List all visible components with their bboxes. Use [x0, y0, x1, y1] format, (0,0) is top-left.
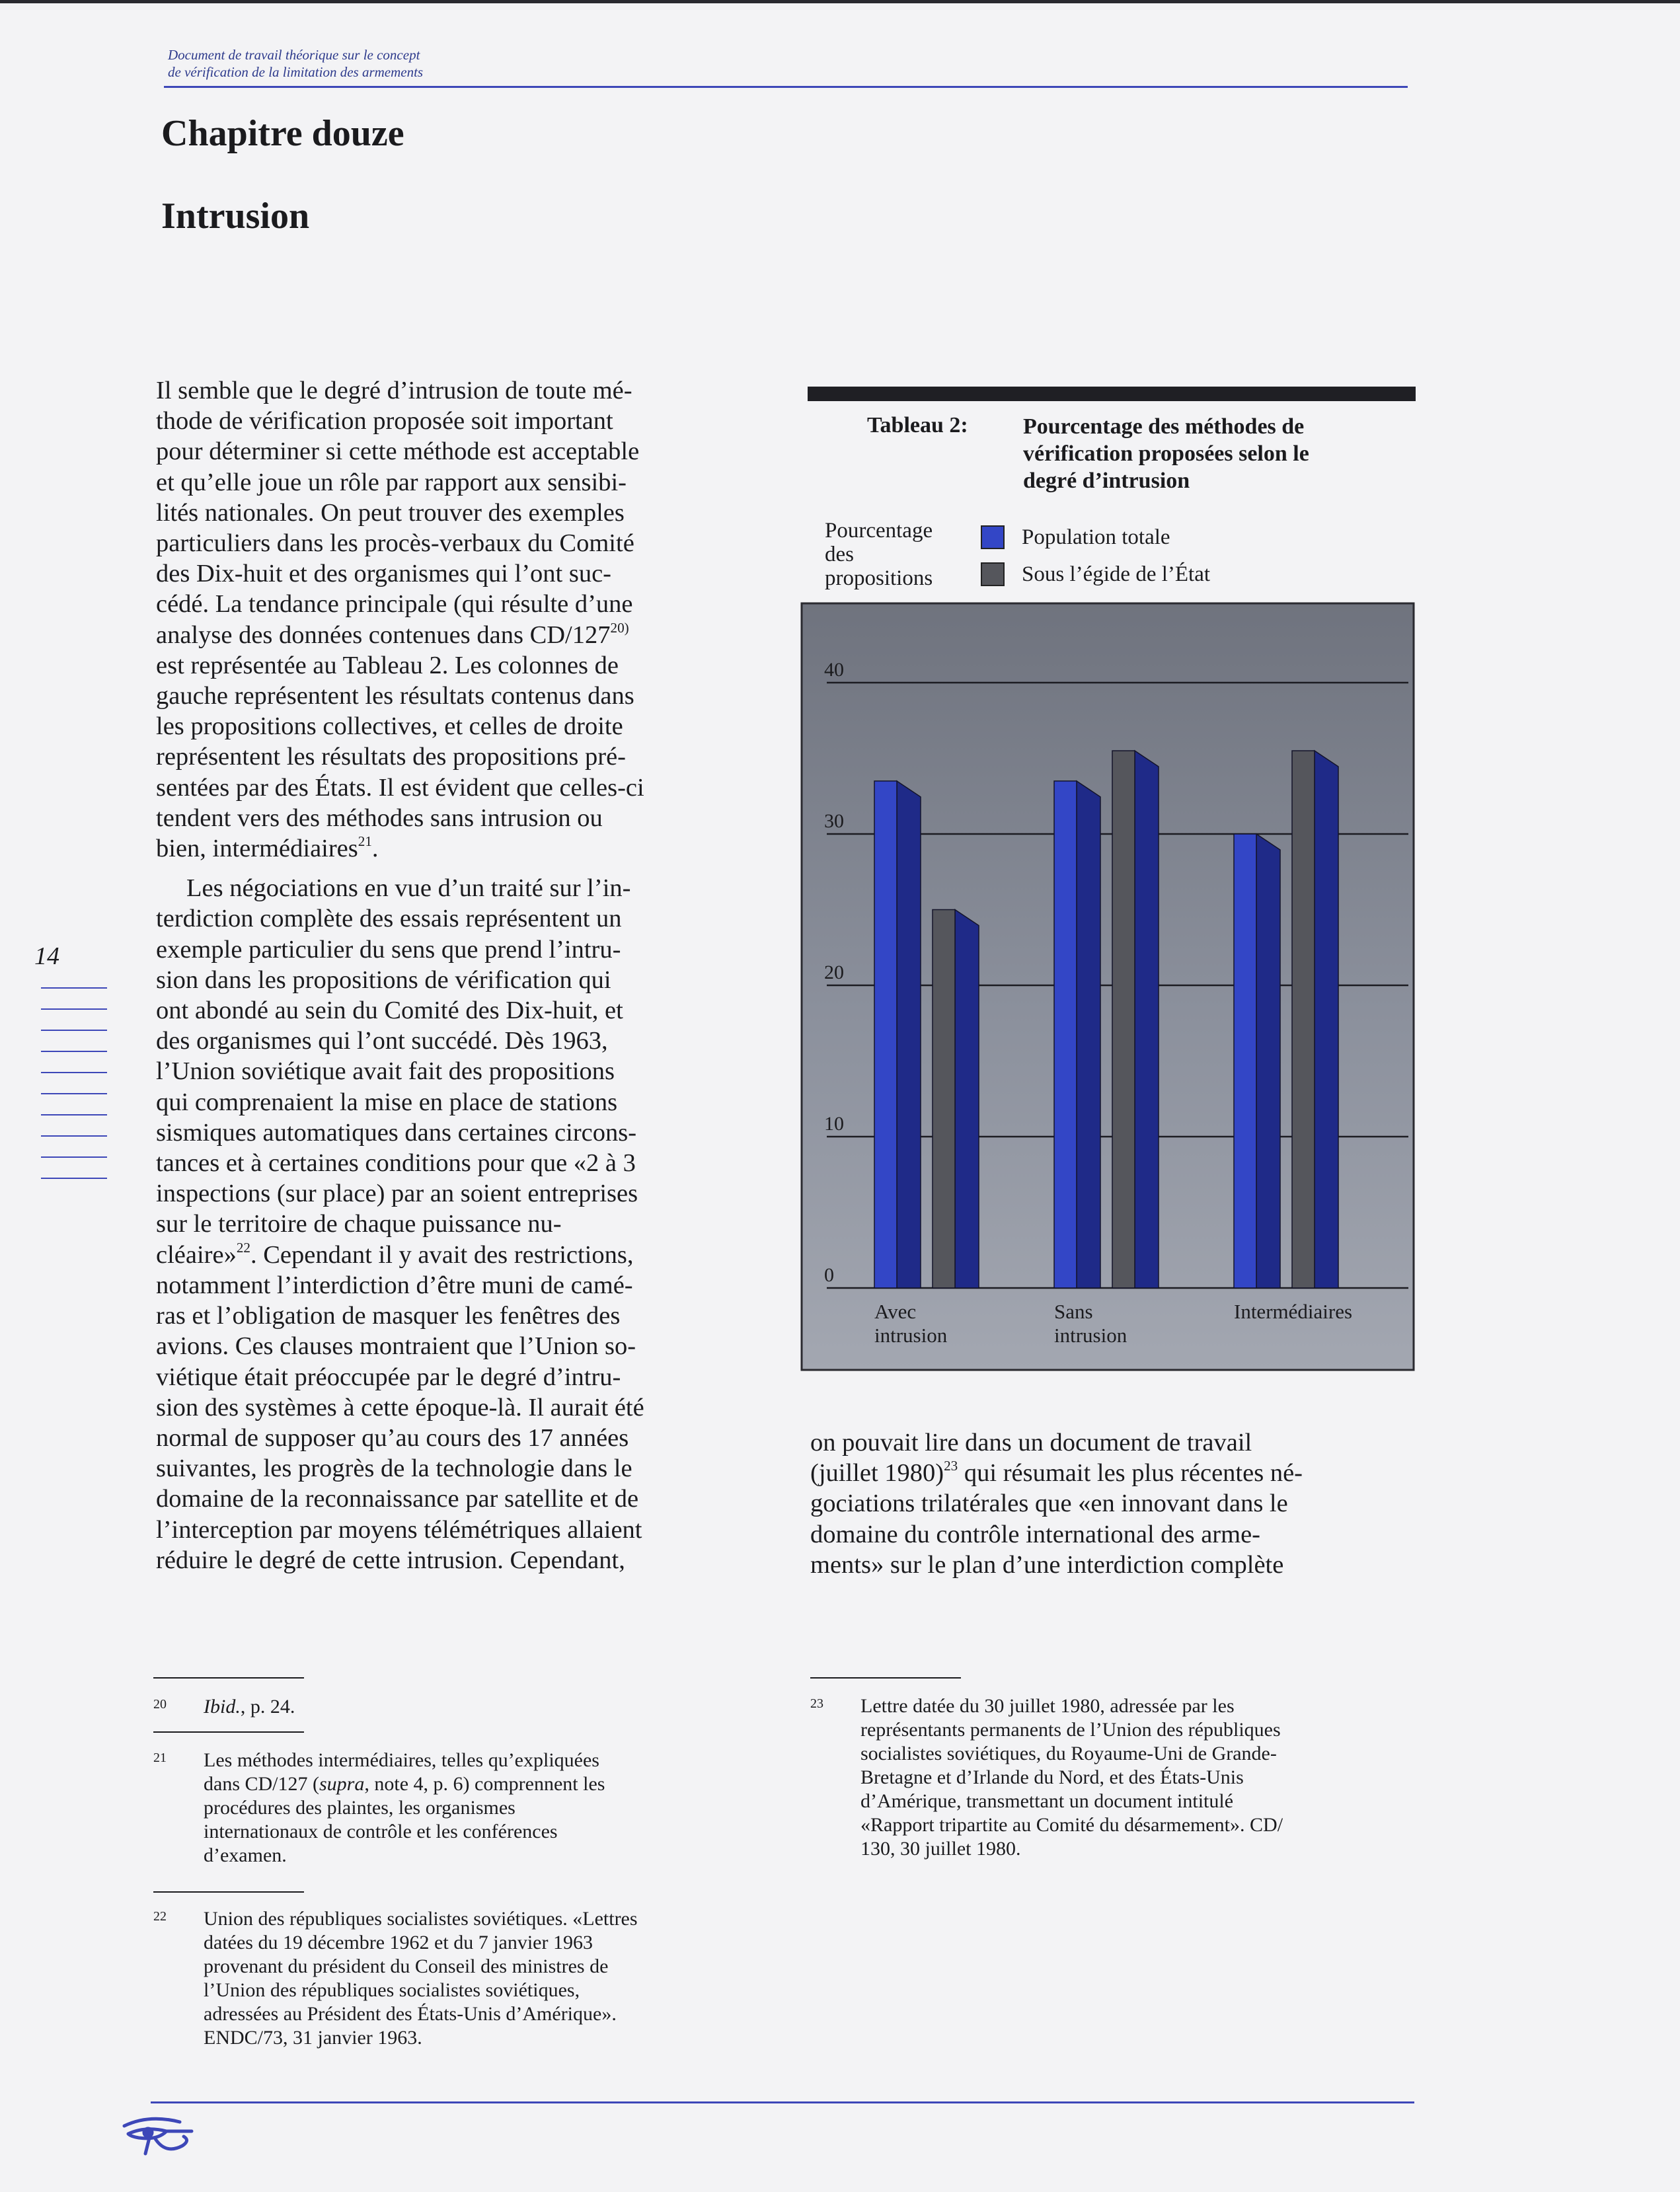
y-tick-label: 40 [824, 659, 844, 681]
header-rule [164, 86, 1408, 88]
bar [874, 781, 897, 1288]
text-line: des Dix-huit et des organismes qui l’ont suc- [156, 560, 611, 588]
footnote-text [204, 1695, 748, 1719]
text-line: lités nationales. On peut trouver des exemples [156, 498, 625, 527]
footnote-ref[interactable]: 22 [236, 1239, 250, 1256]
text-line: représentants permanents de l’Union des républiques [860, 1719, 1281, 1741]
text-span: cléaire» [156, 1240, 237, 1269]
legend-item [981, 556, 1210, 593]
text-line: Lettre datée du 30 juillet 1980, adressée par les [860, 1695, 1235, 1717]
bar-side [1256, 834, 1280, 1288]
y-axis-caption-line: Pourcentage [825, 519, 933, 543]
y-axis-caption-line: propositions [825, 566, 933, 590]
footnote-20 [153, 1695, 748, 1719]
bar [1054, 781, 1077, 1288]
legend-label: Population totale [1022, 525, 1170, 549]
footnote-ref[interactable]: 21 [358, 833, 372, 850]
text-line: gociations trilatérales que «en innovant dans le [810, 1490, 1288, 1518]
legend-swatch [981, 525, 1005, 549]
text-line: réduire le degré de cette intrusion. Cependant, [156, 1546, 625, 1574]
legend-swatch [981, 562, 1005, 586]
body-column-right [810, 1427, 1432, 1580]
footnote-22 [153, 1907, 761, 2050]
text-line: avions. Ces clauses montraient que l’Union so- [156, 1332, 636, 1361]
table-title-line: degré d’intrusion [1023, 469, 1190, 493]
bar-chart [800, 602, 1415, 1371]
text-line: exemple particulier du sens que prend l’intru- [156, 935, 621, 964]
text-line: sentées par des États. Il est évident que celles-ci [156, 773, 644, 802]
text-line: terdiction complète des essais représentent un [156, 905, 622, 933]
text-line: d’examen. [204, 1844, 287, 1866]
text-line: Union des républiques socialistes soviétiques. «Lettres [204, 1908, 638, 1930]
text-line: Bretagne et d’Irlande du Nord, et des États-Unis [860, 1766, 1244, 1788]
eye-of-horus-icon [119, 2111, 198, 2158]
margin-decoration [41, 987, 107, 1199]
paragraph [810, 1427, 1432, 1580]
footnote-number: 20 [153, 1697, 167, 1712]
footnote-rule [153, 1891, 304, 1893]
text-line: gauche représentent les résultats contenus dans [156, 682, 634, 710]
paragraph [156, 873, 764, 1575]
y-axis-caption [825, 519, 933, 590]
text-span: bien, intermédiaires [156, 835, 358, 863]
text-span: qui résumait les plus récentes né- [958, 1459, 1303, 1488]
table-title-line: vérification proposées selon le [1023, 441, 1309, 466]
x-tick-label: intrusion [874, 1324, 948, 1347]
bar [1292, 751, 1315, 1288]
chart-legend [981, 519, 1210, 593]
bar [1234, 834, 1256, 1288]
y-tick-label: 0 [824, 1264, 834, 1286]
page-top-edge [0, 0, 1680, 3]
footnote-21 [153, 1749, 748, 1868]
text-line: l’Union des républiques socialistes soviétiques, [204, 1979, 580, 2001]
text-line: ments» sur le plan d’une interdiction complète [810, 1550, 1284, 1579]
footnote-text [204, 1907, 761, 2050]
bar [1112, 751, 1135, 1288]
text-line: datées du 19 décembre 1962 et du 7 janvier 1963 [204, 1932, 593, 1953]
table-title [1023, 413, 1309, 494]
text-line: qui comprenaient la mise en place de stations [156, 1088, 618, 1116]
y-tick-label: 30 [824, 810, 844, 832]
chapter-title: Chapitre douze [161, 113, 404, 154]
text-line: particuliers dans les procès-verbaux du Comité [156, 529, 634, 558]
text-line: on pouvait lire dans un document de travail [810, 1429, 1252, 1456]
bar-side [897, 781, 921, 1288]
text-line: d’Amérique, transmettant un document intitulé [860, 1790, 1234, 1812]
text-line: Il semble que le degré d’intrusion de toute mé- [156, 377, 632, 404]
footnote-number: 23 [810, 1696, 823, 1711]
footnote-text [860, 1694, 1418, 1861]
text-line: l’Union soviétique avait fait des propositions [156, 1057, 615, 1086]
page-number: 14 [34, 942, 59, 970]
section-title: Intrusion [161, 196, 310, 237]
body-column-left [156, 375, 764, 1575]
text-line: l’interception par moyens télémétriques allaient [156, 1515, 642, 1544]
footnote-rule [153, 1677, 304, 1679]
text-span: supra [319, 1773, 365, 1795]
running-header-line: Document de travail théorique sur le concept [168, 47, 420, 63]
x-tick-label: intrusion [1054, 1324, 1127, 1347]
text-line: les propositions collectives, et celles de droite [156, 712, 623, 741]
text-line: représentent les résultats des propositions pré- [156, 743, 626, 771]
text-span: , note 4, p. 6) comprennent les [364, 1773, 605, 1795]
text-line: tendent vers des méthodes sans intrusion ou [156, 804, 603, 832]
text-line: ont abondé au sein du Comité des Dix-huit, et [156, 997, 623, 1025]
text-line: Les négociations en vue d’un traité sur l’in- [186, 874, 631, 903]
table-title-line: Pourcentage des méthodes de [1023, 414, 1305, 439]
bar-side [1315, 751, 1338, 1288]
x-tick-label: Intermédiaires [1234, 1300, 1353, 1323]
text-line: sismiques automatiques dans certaines circons- [156, 1118, 637, 1147]
text-line: viétique était préoccupée par le degré d’intru- [156, 1363, 621, 1391]
text-line [204, 1772, 748, 1796]
bar [933, 910, 955, 1289]
text-line: sion des systèmes à cette époque-là. Il aurait été [156, 1393, 644, 1421]
x-tick-label: Avec [874, 1300, 917, 1323]
text-line: ENDC/73, 31 janvier 1963. [204, 2027, 422, 2049]
footnote-ref[interactable]: 23 [944, 1458, 958, 1474]
footnote-rule [153, 1731, 304, 1733]
bar-side [1135, 751, 1159, 1288]
footnote-number: 22 [153, 1909, 167, 1924]
text-span: . [371, 835, 379, 863]
text-line: sur le territoire de chaque puissance nu- [156, 1210, 562, 1238]
text-line: pour déterminer si cette méthode est acceptable [156, 437, 640, 466]
y-tick-label: 10 [824, 1113, 844, 1135]
text-line: normal de supposer qu’au cours des 17 années [156, 1423, 629, 1452]
text-line: Les méthodes intermédiaires, telles qu’expliquées [204, 1749, 599, 1771]
table-label: Tableau 2: [867, 413, 968, 437]
text-line: et qu’elle joue un rôle par rapport aux sensibi- [156, 468, 627, 496]
footnote-number: 21 [153, 1751, 167, 1765]
legend-item [981, 519, 1210, 556]
bar-side [1077, 781, 1100, 1288]
table-header-bar [808, 387, 1416, 401]
text-line: thode de vérification proposée soit important [156, 407, 613, 435]
text-span: (juillet 1980) [810, 1459, 944, 1488]
paragraph [156, 375, 764, 864]
footnote-text [204, 1749, 748, 1868]
text-span: Ibid. [204, 1696, 241, 1718]
text-line: tances et à certaines conditions pour que «2 à 3 [156, 1149, 636, 1178]
text-line: internationaux de contrôle et les conférences [204, 1821, 558, 1842]
text-line: domaine du contrôle international des arme- [810, 1520, 1260, 1548]
text-span: . Cependant il y avait des restrictions, [250, 1240, 634, 1269]
text-line: socialistes soviétiques, du Royaume-Uni de Grande- [860, 1743, 1277, 1764]
text-line: est représentée au Tableau 2. Les colonnes de [156, 651, 619, 679]
text-line [156, 1240, 764, 1270]
text-line: inspections (sur place) par an soient entreprises [156, 1180, 638, 1208]
text-line: des organismes qui l’ont succédé. Dès 1963, [156, 1027, 608, 1055]
text-line [810, 1458, 1432, 1488]
y-tick-label: 20 [824, 962, 844, 983]
text-line: domaine de la reconnaissance par satellite et de [156, 1485, 639, 1513]
y-axis-caption-line: des [825, 543, 854, 566]
text-line: procédures des plaintes, les organismes [204, 1797, 515, 1819]
text-line: ras et l’obligation de masquer les fenêtres des [156, 1302, 621, 1330]
footer-rule [151, 2101, 1414, 2103]
text-line [156, 620, 764, 650]
text-line: provenant du président du Conseil des ministres de [204, 1955, 609, 1977]
text-span: , p. 24. [240, 1696, 295, 1718]
running-header-line: de vérification de la limitation des armements [168, 64, 424, 80]
text-line: 130, 30 juillet 1980. [860, 1838, 1021, 1860]
text-span: analyse des données contenues dans CD/127 [156, 621, 611, 649]
text-line: adressées au Président des États-Unis d’Amérique». [204, 2003, 617, 2025]
x-tick-label: Sans [1054, 1300, 1093, 1323]
text-line: suivantes, les progrès de la technologie dans le [156, 1455, 632, 1483]
text-line: sion dans les propositions de vérification qui [156, 965, 611, 994]
footnote-rule [810, 1677, 961, 1679]
running-header [168, 46, 498, 81]
text-line [156, 833, 764, 864]
footnote-23 [810, 1694, 1418, 1861]
text-line: notamment l’interdiction d’être muni de camé- [156, 1271, 633, 1299]
bar-side [955, 910, 979, 1289]
text-line: cédé. La tendance principale (qui résulte d’une [156, 590, 633, 619]
text-span: dans CD/127 ( [204, 1773, 319, 1795]
legend-label: Sous l’égide de l’État [1022, 562, 1211, 586]
text-line: «Rapport tripartite au Comité du désarmement». CD/ [860, 1814, 1283, 1836]
footnote-ref[interactable]: 20) [610, 619, 629, 636]
